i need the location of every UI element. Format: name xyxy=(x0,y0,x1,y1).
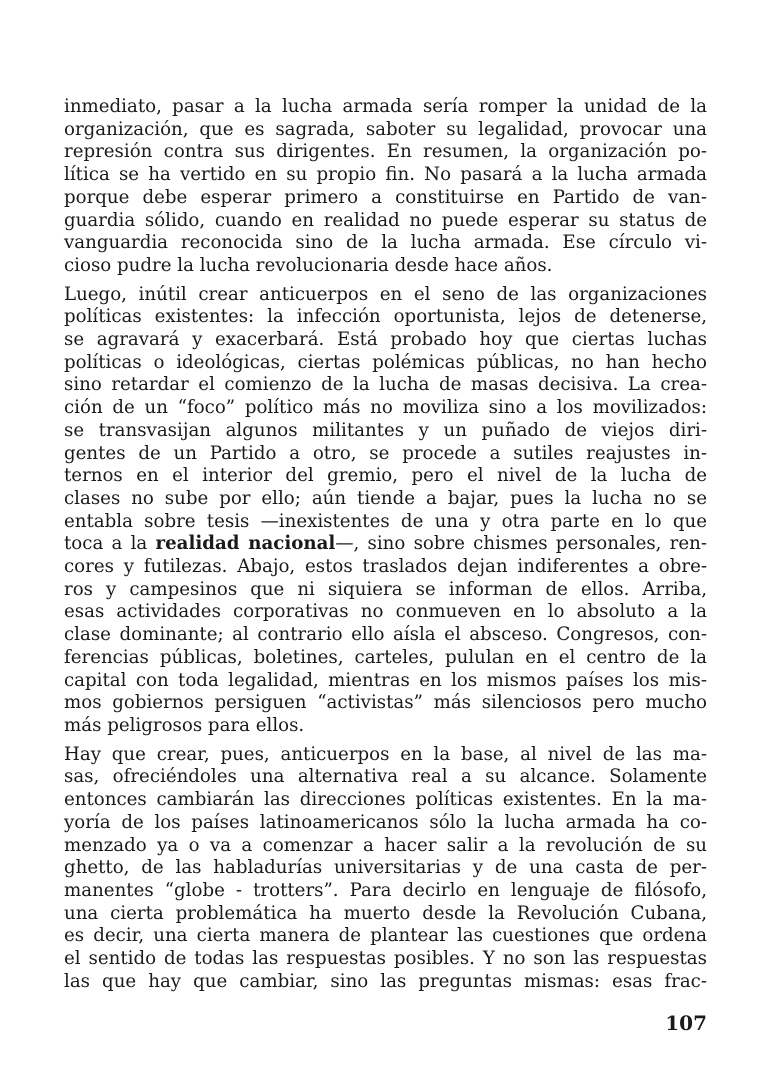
page-body xyxy=(64,96,707,999)
text-line: guardia sólido, cuando en realidad no puede esperar su status de xyxy=(64,209,707,231)
text-line: capital con toda legalidad, mientras en los mismos países los mis- xyxy=(64,669,707,691)
text-line: esas actividades corporativas no conmueven en lo absoluto a la xyxy=(64,601,707,623)
text-line: las que hay que cambiar, sino las preguntas mismas: esas frac- xyxy=(64,970,707,992)
text-line: yoría de los países latinoamericanos sólo la lucha armada ha co- xyxy=(64,811,707,833)
text-line: inmediato, pasar a la lucha armada sería romper la unidad de la xyxy=(64,96,707,117)
text-line: Luego, inútil crear anticuerpos en el seno de las organizaciones xyxy=(64,283,707,305)
text-line: se agravará y exacerbará. Está probado hoy que ciertas luchas xyxy=(64,329,707,351)
text-line: vanguardia reconocida sino de la lucha armada. Ese círculo vi- xyxy=(64,232,707,254)
text-line: ternos en el interior del gremio, pero el nivel de la lucha de xyxy=(64,465,707,487)
paragraph-3 xyxy=(64,744,707,994)
text-line: sino retardar el comienzo de la lucha de masas decisiva. La crea- xyxy=(64,374,707,396)
text-line: gentes de un Partido a otro, se procede a sutiles reajustes in- xyxy=(64,442,707,464)
paragraph-2 xyxy=(64,284,707,738)
text-line: ros y campesinos que ni siquiera se informan de ellos. Arriba, xyxy=(64,578,707,600)
text-run: toca a la xyxy=(64,533,156,555)
text-line: manentes “globe - trotters”. Para decirlo en lenguaje de filósofo, xyxy=(64,879,707,901)
text-line: entonces cambiarán las direcciones políticas existentes. En la ma- xyxy=(64,789,707,811)
text-line: clase dominante; al contrario ello aísla el absceso. Congresos, con- xyxy=(64,624,707,646)
emphasized-text: realidad nacional xyxy=(155,533,336,555)
text-line: entabla sobre tesis —inexistentes de una y otra parte en lo que xyxy=(64,510,707,532)
text-line: ción de un “foco” político más no moviliza sino a los movilizados: xyxy=(64,397,707,419)
text-line: porque debe esperar primero a constituirse en Partido de van- xyxy=(64,186,707,208)
paragraph-1 xyxy=(64,96,707,278)
text-line: organización, que es sagrada, saboter su legalidad, provocar una xyxy=(64,118,707,140)
text-line: cores y futilezas. Abajo, estos traslados dejan indiferentes a obre- xyxy=(64,556,707,578)
text-line: cioso pudre la lucha revolucionaria desde hace años. xyxy=(64,254,553,276)
text-line: el sentido de todas las respuestas posibles. Y no son las respuestas xyxy=(64,948,707,970)
text-line: sas, ofreciéndoles una alternativa real a su alcance. Solamente xyxy=(64,766,707,788)
text-line: menzado ya o va a comenzar a hacer salir a la revolución de su xyxy=(64,834,707,856)
text-line: es decir, una cierta manera de plantear las cuestiones que ordena xyxy=(64,925,707,947)
text-line: ghetto, de las habladurías universitarias y de una casta de per- xyxy=(64,857,707,879)
text-line: represión contra sus dirigentes. En resumen, la organización po- xyxy=(64,141,707,163)
text-line: mos gobiernos persiguen “activistas” más silenciosos pero mucho xyxy=(64,692,707,714)
text-line: lítica se ha vertido en su propio fin. No pasará a la lucha armada xyxy=(64,164,707,186)
text-line: ferencias públicas, boletines, carteles, pululan en el centro de la xyxy=(64,646,707,668)
text-line-with-emphasis xyxy=(64,533,707,556)
text-line: Hay que crear, pues, anticuerpos en la base, al nivel de las ma- xyxy=(64,743,707,765)
text-run: —, sino sobre chismes personales, ren- xyxy=(335,533,707,555)
page-number: 107 xyxy=(665,1011,707,1035)
text-line: una cierta problemática ha muerto desde la Revolución Cubana, xyxy=(64,902,707,924)
text-line: se transvasijan algunos militantes y un puñado de viejos diri- xyxy=(64,419,707,441)
text-line: políticas existentes: la infección oportunista, lejos de detenerse, xyxy=(64,306,707,328)
text-line: más peligrosos para ellos. xyxy=(64,714,305,736)
text-line: políticas o ideológicas, ciertas polémicas públicas, no han hecho xyxy=(64,351,707,373)
text-line: clases no sube por ello; aún tiende a bajar, pues la lucha no se xyxy=(64,487,707,509)
